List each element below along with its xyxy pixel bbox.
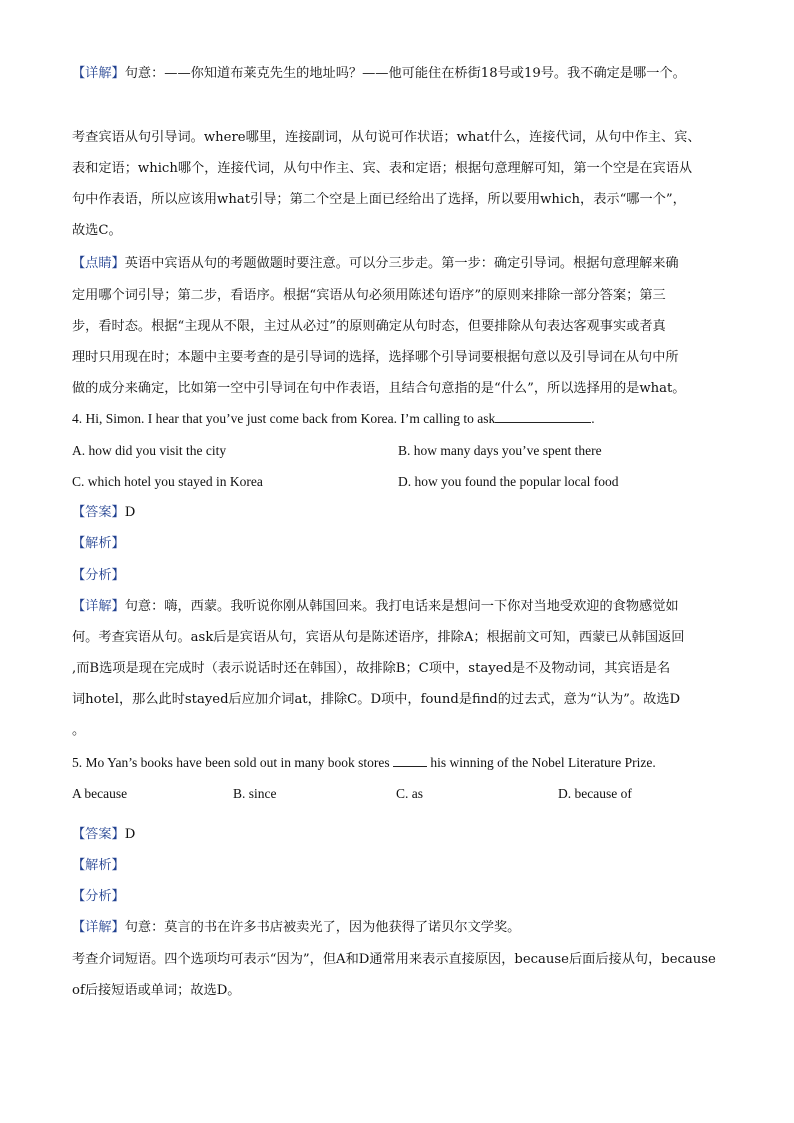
q5-option-b: B. since xyxy=(233,786,277,801)
q4-jiexi-label: 【解析】 xyxy=(72,536,125,551)
q5-option-d: D. because of xyxy=(558,786,632,801)
q5-detail-line: 【详解】句意：莫言的书在许多书店被卖光了，因为他获得了诺贝尔文学奖。 xyxy=(72,920,521,935)
detail-label: 【详解】 xyxy=(72,66,125,81)
q4-detail-line-4: 词hotel，那么此时stayed后应加介词at，排除C。D项中，found是find的过去式，意为“认为”。故选D xyxy=(72,692,681,707)
q5-analysis-line-1: 考查介词短语。四个选项均可表示“因为”，但A和D通常用来表示直接原因，because后面后接从句，because xyxy=(72,952,716,967)
q4-option-c: C. which hotel you stayed in Korea xyxy=(72,474,263,489)
q4-detail-line-2: 何。考查宾语从句。ask后是宾语从句，宾语从句是陈述语序，排除A；根据前文可知，西蒙已从韩国返回 xyxy=(72,630,685,645)
q5-analysis-line-2: of后接短语或单词；故选D。 xyxy=(72,983,241,998)
q4-option-d: D. how you found the popular local food xyxy=(398,474,619,489)
q4-answer: 【答案】D xyxy=(72,505,136,520)
q5-jiexi-label: 【解析】 xyxy=(72,858,125,873)
q4-option-a: A. how did you visit the city xyxy=(72,443,227,458)
detail-text: 句意：——你知道布莱克先生的地址吗？——他可能住在桥街18号或19号。我不确定是哪一个。 xyxy=(124,66,686,81)
answer-blank xyxy=(393,754,427,767)
q4-detail-line-1: 【详解】句意：嗨，西蒙。我听说你刚从韩国回来。我打电话来是想问一下你对当地受欢迎的食物感觉如 xyxy=(72,599,679,614)
q4-detail-line-3: ,而B选项是现在完成时（表示说话时还在韩国），故排除B；C项中，stayed是不及物动词，其宾语是名 xyxy=(72,661,671,676)
q4-detail-line-5: 。 xyxy=(72,723,86,738)
q4-stem: 4. Hi, Simon. I hear that you’ve just come back from Korea. I’m calling to ask . xyxy=(72,411,595,426)
tips-label: 【点睛】 xyxy=(72,256,125,271)
q5-answer: 【答案】D xyxy=(72,827,136,842)
q4-fenxi-label: 【分析】 xyxy=(72,568,125,583)
q3-tips-line-5: 做的成分来确定，比如第一空中引导词在句中作表语，且结合句意指的是“什么”，所以选择用的是what。 xyxy=(72,381,686,396)
q5-stem: 5. Mo Yan’s books have been sold out in many book stores his winning of the Nobel Literature Prize. xyxy=(72,755,656,770)
q3-detail-line xyxy=(72,64,732,84)
q3-analysis-line-1: 考查宾语从句引导词。where哪里，连接副词，从句说可作状语；what什么，连接代词，从句中作主、宾、 xyxy=(72,130,701,145)
q3-tips-line-2: 定用哪个词引导；第二步，看语序。根据“宾语从句必须用陈述句语序”的原则来排除一部分答案；第三 xyxy=(72,288,666,303)
q3-tips-line-1: 【点睛】英语中宾语从句的考题做题时要注意。可以分三步走。第一步：确定引导词。根据句意理解来确 xyxy=(72,256,679,271)
q3-analysis-line-3: 句中作表语，所以应该用what引导；第二个空是上面已经给出了选择，所以要用which，表示“哪一个”， xyxy=(72,192,686,207)
q3-tips-line-4: 理时只用现在时；本题中主要考查的是引导词的选择，选择哪个引导词要根据句意以及引导词在从句中所 xyxy=(72,350,679,365)
q5-fenxi-label: 【分析】 xyxy=(72,889,125,904)
answer-blank xyxy=(495,410,591,423)
q3-analysis-line-4: 故选C。 xyxy=(72,223,122,238)
q3-analysis-line-2: 表和定语；which哪个，连接代词，从句中作主、宾、表和定语；根据句意理解可知，第一个空是在宾语从 xyxy=(72,161,693,176)
q3-tips-line-3: 步，看时态。根据“主现从不限，主过从必过”的原则确定从句时态，但要排除从句表达客观事实或者真 xyxy=(72,319,666,334)
q5-option-c: C. as xyxy=(396,786,423,801)
q4-option-b: B. how many days you’ve spent there xyxy=(398,443,602,458)
q5-option-a: A because xyxy=(72,786,128,801)
